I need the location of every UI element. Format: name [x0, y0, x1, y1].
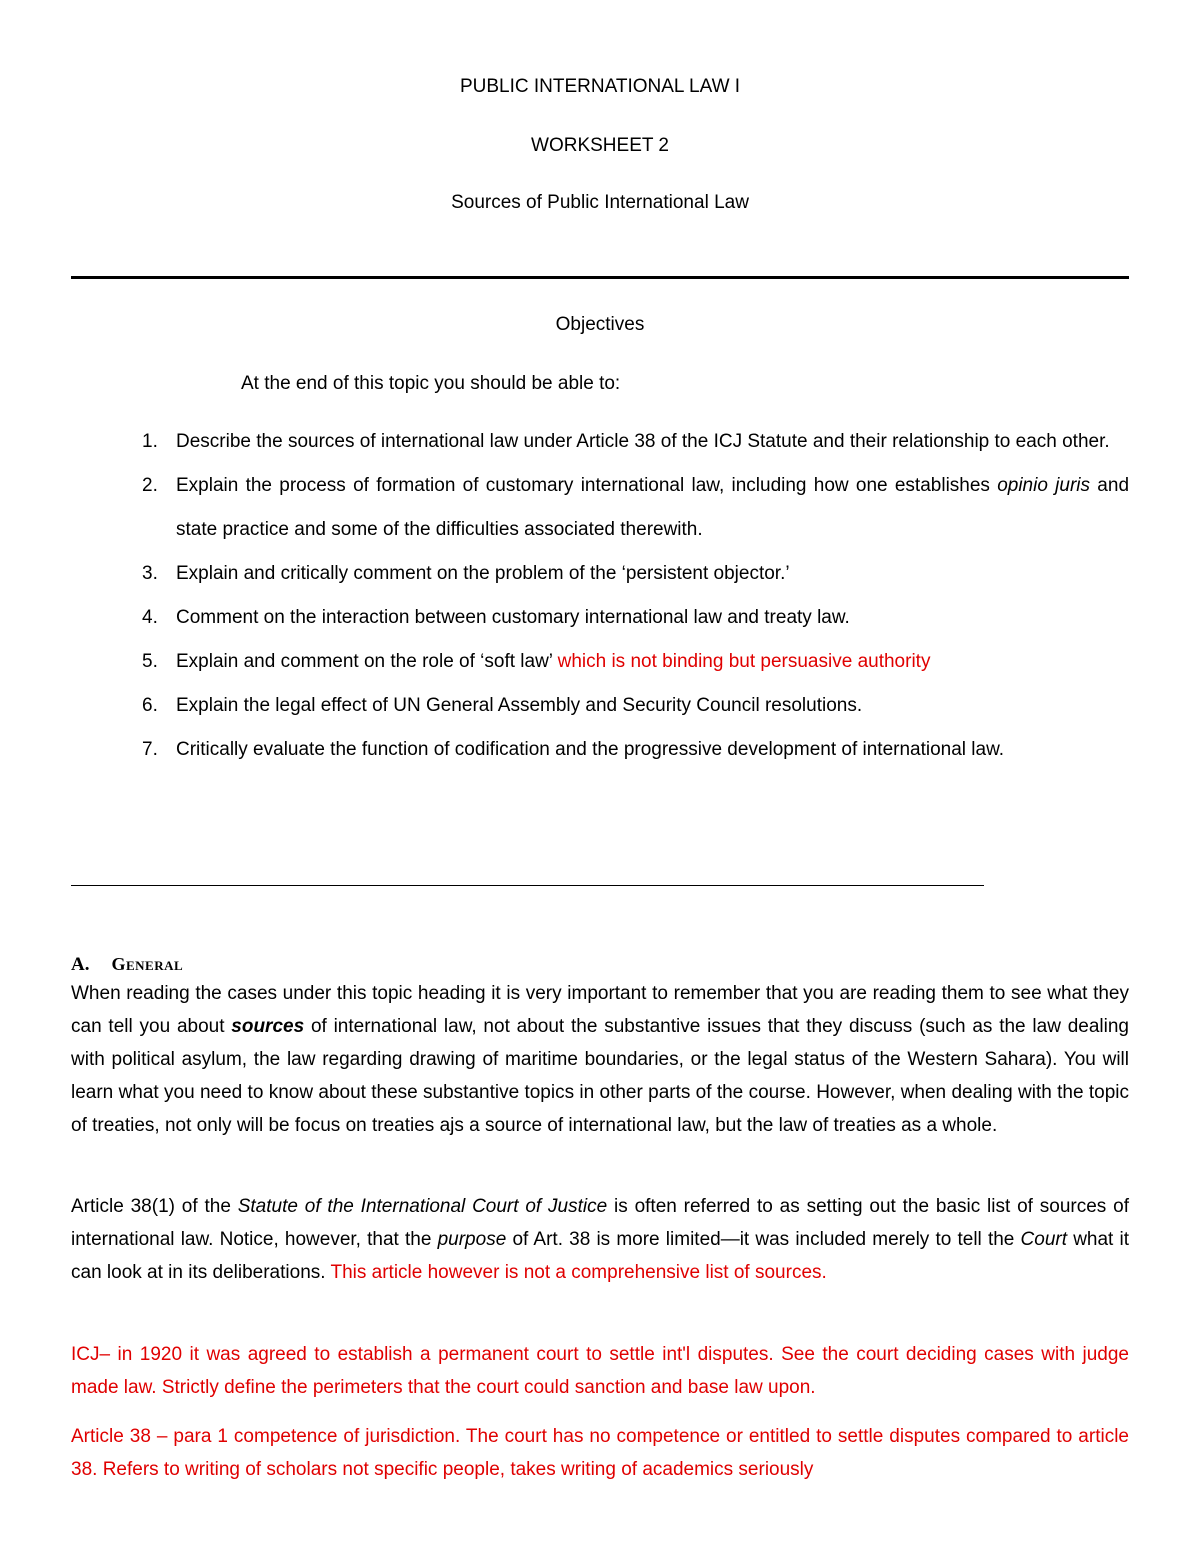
paragraph-text: is often referred to as setting out the basic list of sources of international law. Notice, however, that the — [71, 1196, 1129, 1250]
paragraph-article-38-note: Article 38 – para 1 competence of jurisdiction. The court has no competence or entitled to settle disputes compared to article 38. Refers to writing of scholars not specific people, takes writing of academics seriously — [71, 1426, 1129, 1480]
objective-number: 2. — [142, 475, 158, 496]
objective-text: Explain the process of formation of customary international law, including how one establishes — [176, 475, 998, 496]
emphasis-court: Court — [1020, 1229, 1068, 1250]
objective-text: Comment on the interaction between customary international law and treaty law. — [176, 607, 850, 628]
objectives-intro: At the end of this topic you should be able to: — [241, 373, 621, 394]
objective-item — [71, 684, 1129, 728]
objective-item — [71, 728, 1129, 772]
statute-title: Statute of the International Court of Justice — [237, 1196, 608, 1217]
objective-item — [71, 552, 1129, 596]
objective-text: Explain the legal effect of UN General Assembly and Security Council resolutions. — [176, 695, 863, 716]
objectives-heading: Objectives — [555, 314, 645, 335]
objective-number: 7. — [142, 739, 158, 760]
objective-text: Explain and comment on the role of ‘soft law’ — [176, 651, 558, 672]
objective-text: Explain and critically comment on the problem of the ‘persistent objector.’ — [176, 563, 790, 584]
objective-number: 6. — [142, 695, 158, 716]
paragraph-text: what it can look at in its deliberations. — [71, 1229, 1129, 1283]
objective-number: 1. — [142, 431, 158, 452]
section-letter: A. — [71, 954, 90, 975]
course-title: PUBLIC INTERNATIONAL LAW I — [459, 76, 741, 97]
objective-text: and state practice and some of the difficulties associated therewith. — [176, 475, 1130, 540]
objectives-list — [71, 420, 1129, 772]
objective-annotation: which is not binding but persuasive authority — [557, 651, 931, 672]
objective-italic-term: opinio juris — [997, 475, 1091, 496]
section-title: General — [111, 954, 184, 974]
objective-number: 4. — [142, 607, 158, 628]
emphasis-purpose: purpose — [437, 1229, 507, 1250]
objective-item — [71, 420, 1129, 464]
document-page — [71, 0, 1129, 1553]
objective-number: 3. — [142, 563, 158, 584]
header-divider — [71, 276, 1129, 279]
paragraph-article-38 — [71, 1190, 1129, 1289]
topic-title: Sources of Public International Law — [451, 192, 749, 213]
objective-number: 5. — [142, 651, 158, 672]
objective-text: Describe the sources of international law under Article 38 of the ICJ Statute and their relationship to each other. — [176, 431, 1110, 452]
paragraph-annotation: This article however is not a comprehensive list of sources. — [330, 1262, 827, 1283]
section-divider — [71, 885, 984, 886]
objective-text: Critically evaluate the function of codification and the progressive development of international law. — [176, 739, 1005, 760]
paragraph-reading-cases — [71, 977, 1129, 1142]
paragraph-text: Article 38(1) of the — [71, 1196, 238, 1217]
paragraph-text: of international law, not about the substantive issues that they discuss (such as the law dealing with political asylum, the law regarding drawing of maritime boundaries, or the legal status of the Western Sahara). You will learn what you need to know about these substantive topics in other parts of the course. However, when dealing with the topic of treaties, not only will be focus on treaties ajs a source of international law, but the law of treaties as a whole. — [71, 1016, 1129, 1136]
objective-item — [71, 464, 1129, 552]
paragraph-text: When reading the cases under this topic heading it is very important to remember that you are reading them to see what they can tell you about — [71, 983, 1129, 1037]
emphasis-sources: sources — [231, 1016, 305, 1037]
objective-item — [71, 640, 1129, 684]
worksheet-title: WORKSHEET 2 — [531, 135, 669, 156]
paragraph-icj-note: ICJ– in 1920 it was agreed to establish a permanent court to settle int'l disputes. See the court deciding cases with judge made law. Strictly define the perimeters that the court could sanction and base law upon. — [71, 1344, 1129, 1398]
section-heading — [71, 954, 183, 976]
objective-item — [71, 596, 1129, 640]
paragraph-text: of Art. 38 is more limited—it was included merely to tell the — [506, 1229, 1021, 1250]
